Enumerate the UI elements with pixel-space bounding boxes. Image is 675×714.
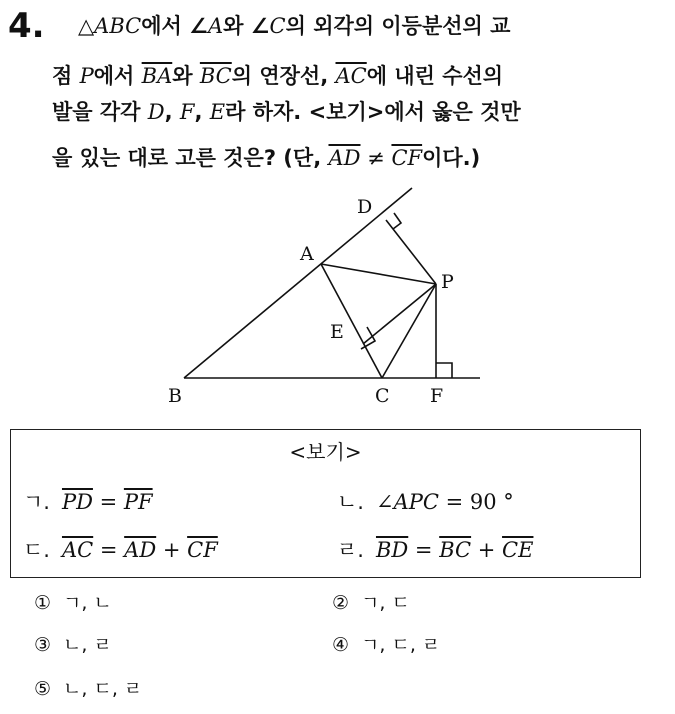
math-segment: P (79, 64, 94, 88)
label-a: A (300, 243, 314, 265)
math-segment: + (471, 538, 503, 562)
text-segment: , (164, 100, 180, 124)
text-segment: 에 내린 수선의 (366, 64, 504, 88)
question-line-4 (52, 142, 480, 172)
question-number: 4. (8, 6, 45, 46)
math-segment: $\overline{BC}$ (199, 64, 232, 88)
bogi-title: <보기> (289, 440, 362, 464)
math-segment: $\overline{BC}$ (439, 538, 472, 562)
choice-number: ③ (34, 634, 52, 656)
question-line-1 (78, 10, 510, 40)
text-segment: 와 (172, 64, 200, 88)
statement-math (376, 538, 533, 562)
question-line-2 (52, 60, 503, 90)
math-segment: $\overline{CF}$ (391, 146, 423, 170)
math-segment: E (209, 100, 226, 124)
math-segment: D (147, 100, 165, 124)
math-segment: F (179, 100, 195, 124)
text-segment: 발을 각각 (52, 100, 148, 124)
text-segment: 을 있는 대로 고른 것은? (단, (52, 146, 329, 170)
choice-number: ① (34, 592, 52, 614)
statement-nieun (337, 486, 514, 516)
choice-number: ② (332, 592, 350, 614)
right-angle-mark-d (393, 213, 401, 229)
segment-pe (363, 284, 436, 344)
segment-ap (321, 264, 436, 284)
statement-digeut (23, 534, 218, 564)
math-segment: + (156, 538, 188, 562)
text-segment: 점 (52, 64, 80, 88)
label-c: C (375, 385, 390, 407)
label-p: P (441, 271, 454, 293)
math-segment: = 90 ° (438, 490, 514, 514)
math-segment: $\overline{PD}$ (61, 490, 93, 514)
statement-math (62, 490, 153, 514)
statement-label: ㄱ. (23, 490, 50, 514)
statement-rieul (337, 534, 533, 564)
math-segment: $\overline{PF}$ (123, 490, 153, 514)
choice-text: ㄴ, ㄹ (63, 634, 112, 656)
math-segment: APC (393, 490, 439, 514)
choice-2[interactable] (332, 588, 410, 615)
text-segment: 의 연장선, (231, 64, 336, 88)
text-segment: 이다.) (422, 146, 481, 170)
math-segment: $\overline{BD}$ (375, 538, 409, 562)
text-segment: 에서 ∠ (141, 14, 208, 38)
choice-3[interactable] (34, 630, 112, 657)
math-segment: $\overline{AD}$ (124, 538, 157, 562)
text-segment: 와 ∠ (223, 14, 270, 38)
math-segment: ∠ (375, 490, 394, 514)
statement-label: ㄴ. (337, 490, 364, 514)
label-f: F (430, 385, 444, 407)
choice-number: ⑤ (34, 678, 52, 700)
bogi-box (10, 429, 641, 578)
math-segment: = (93, 538, 125, 562)
text-segment: 에서 (93, 64, 142, 88)
math-segment: = (408, 538, 440, 562)
math-segment: = (92, 490, 124, 514)
right-angle-mark-f (436, 363, 452, 378)
line-ray-bd (184, 188, 412, 378)
statement-label: ㄹ. (337, 538, 364, 562)
choice-text: ㄱ, ㄷ, ㄹ (361, 634, 441, 656)
math-segment: A (207, 14, 224, 38)
math-segment: $\overline{AD}$ (328, 146, 361, 170)
label-e: E (330, 321, 344, 343)
choice-text: ㄱ, ㄷ (361, 592, 410, 614)
text-segment: 라 하자. <보기>에서 옳은 것만 (225, 100, 521, 124)
geometry-figure (150, 180, 490, 415)
choice-number: ④ (332, 634, 350, 656)
math-segment: $\overline{CF}$ (187, 538, 218, 562)
choice-text: ㄱ, ㄴ (63, 592, 112, 614)
text-segment: , (194, 100, 210, 124)
right-angle-mark-e (361, 327, 375, 349)
statement-label: ㄷ. (23, 538, 50, 562)
math-segment: $\overline{AC}$ (61, 538, 94, 562)
statement-math (376, 490, 514, 514)
math-segment: $\overline{AC}$ (335, 64, 367, 88)
choice-5[interactable] (34, 674, 142, 701)
statement-giyeok (23, 486, 153, 516)
math-segment: ≠ (360, 146, 392, 170)
math-segment: △ (78, 14, 95, 38)
label-b: B (168, 385, 182, 407)
segment-cp (382, 284, 436, 378)
statement-math (62, 538, 218, 562)
math-segment: $\overline{CE}$ (502, 538, 534, 562)
choice-text: ㄴ, ㄷ, ㄹ (63, 678, 143, 700)
choice-1[interactable] (34, 588, 112, 615)
choice-4[interactable] (332, 630, 440, 657)
text-segment: 의 외각의 이등분선의 교 (285, 14, 511, 38)
math-segment: C (269, 14, 286, 38)
question-line-3 (52, 96, 521, 126)
math-segment: $\overline{BA}$ (141, 64, 173, 88)
label-d: D (357, 196, 373, 218)
math-segment: ABC (94, 14, 142, 38)
